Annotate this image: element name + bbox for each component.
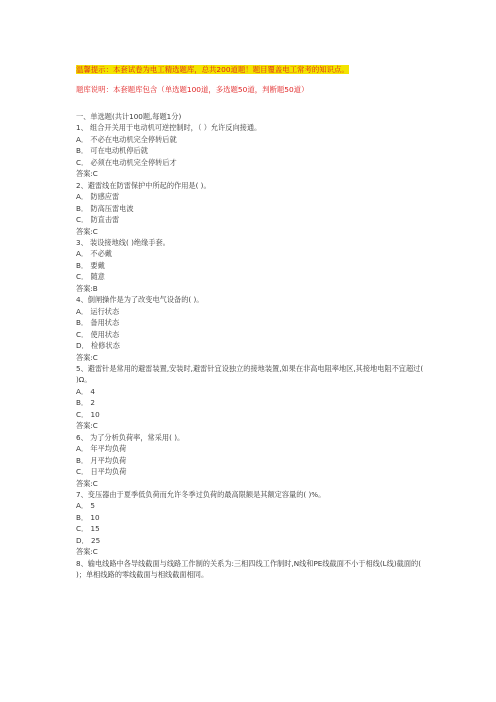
question-text: 5、避雷针是常用的避雷装置,安装时,避雷针宜设独立的接地装置,如果在非高电阻率地区,其接地电阻不宜超过( )Ω。: [76, 363, 424, 385]
option-text: A． 防感应雷: [76, 192, 120, 202]
question-text: 6、 为了分析负荷率，常采用( )。: [76, 432, 185, 442]
option-text: B． 备用状态: [76, 318, 120, 328]
option-text: A． 运行状态: [76, 306, 120, 316]
option-text: D． 25: [76, 535, 101, 545]
answer-text: 答案:B: [76, 283, 98, 293]
option-text: D． 检修状态: [76, 341, 120, 351]
question-text: 2、避雷线在防雷保护中所起的作用是( )。: [76, 180, 211, 190]
option-text: B． 月平均负荷: [76, 455, 127, 465]
warning-text: 温馨提示：本套试卷为电工精选题库，总共200道题！题目覆盖电工常考的知识点。: [76, 65, 349, 74]
description-text: 题库说明：本套题库包含（单选题100道，多选题50道，判断题50道）: [76, 85, 309, 94]
answer-text: 答案:C: [76, 226, 98, 236]
option-text: A． 4: [76, 386, 95, 396]
question-text: 1、 组合开关用于电动机可逆控制时，（ ）允许反向接通。: [76, 123, 262, 133]
banner: [76, 64, 476, 95]
option-text: C． 必须在电动机完全停转后才: [76, 157, 177, 167]
section-heading: 一、单选题(共计100题,每题1分): [76, 112, 182, 121]
option-text: A． 不必戴: [76, 249, 112, 259]
option-text: B． 可在电动机停后就: [76, 146, 148, 156]
question-text: 8、输电线路中各导线截面与线路工作制的关系为:三相四线工作制时,N线和PE线截面不小于相线(L线)截面的( )；单相线路的零线截面与相线截面相同。: [76, 558, 422, 580]
answer-text: 答案:C: [76, 478, 98, 488]
option-text: C． 使用状态: [76, 329, 120, 339]
question-text: 7、变压器由于夏季低负荷而允许冬季过负荷的最高限额是其额定容量的( )%。: [76, 489, 326, 499]
option-text: A． 5: [76, 501, 95, 511]
answer-text: 答案:C: [76, 547, 98, 557]
option-text: C． 日平均负荷: [76, 467, 127, 477]
option-text: C． 随意: [76, 272, 105, 282]
question-text: 3、 装设接地线( )绝缘手套。: [76, 237, 170, 247]
option-text: C． 10: [76, 409, 100, 419]
option-text: B． 防高压雷电波: [76, 203, 134, 213]
question-text: 4、倒闸操作是为了改变电气设备的( )。: [76, 295, 204, 305]
option-text: B． 10: [76, 512, 100, 522]
answer-text: 答案:C: [76, 421, 98, 431]
option-text: B． 2: [76, 398, 95, 408]
option-text: C． 15: [76, 524, 100, 534]
question-list: [76, 111, 426, 581]
option-text: A． 年平均负荷: [76, 444, 127, 454]
option-text: A． 不必在电动机完全停转后就: [76, 134, 177, 144]
answer-text: 答案:C: [76, 352, 98, 362]
option-text: B． 要戴: [76, 260, 105, 270]
option-text: C． 防直击雷: [76, 215, 120, 225]
answer-text: 答案:C: [76, 169, 98, 179]
